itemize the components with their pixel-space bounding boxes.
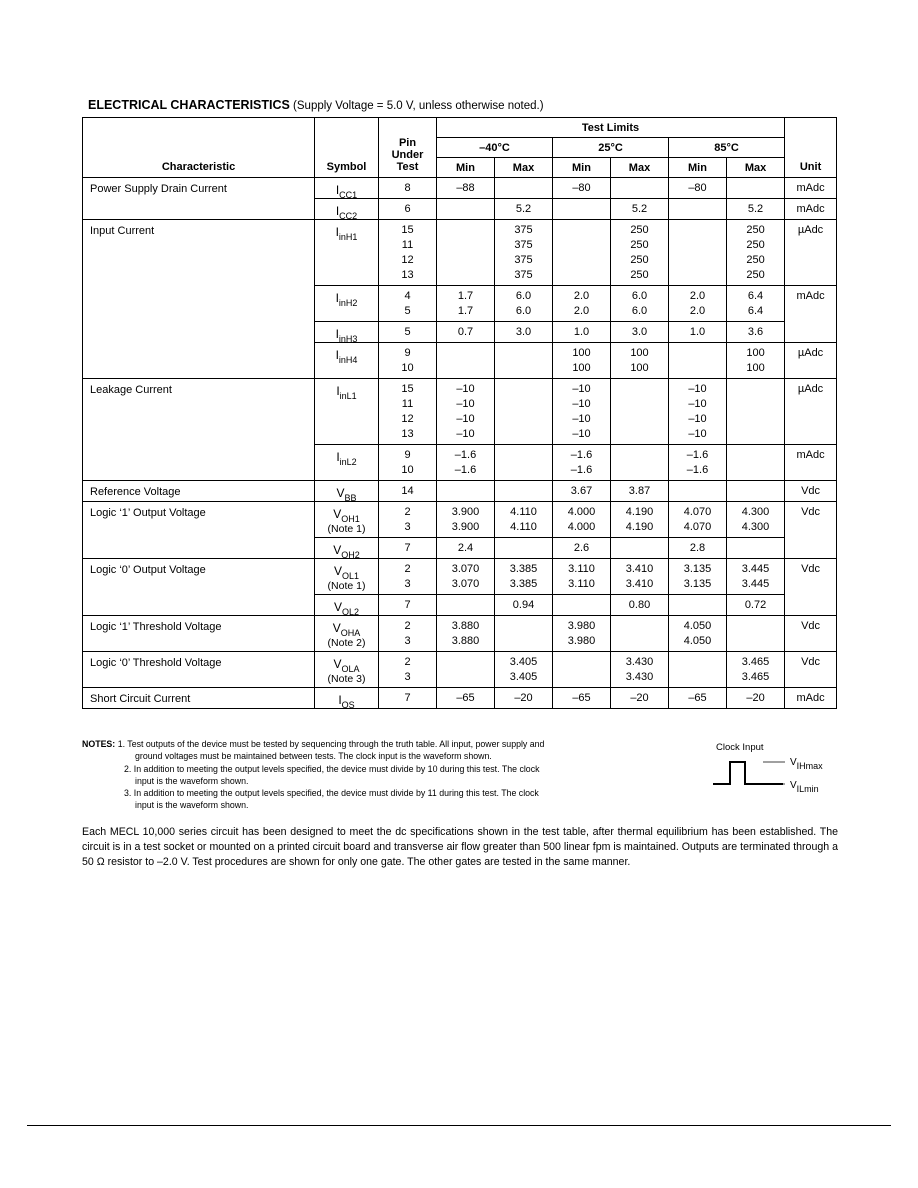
value-cell: 2.4 [437,538,495,559]
symbol-subscript: BB [344,493,357,503]
value-cell [553,595,611,616]
symbol-letter: I [338,693,342,707]
value-cell [437,343,495,379]
unit-cell: µAdc [785,379,837,445]
unit-cell: µAdc [785,220,837,286]
table-row [83,379,837,445]
characteristic-cell: Logic ‘1’ Output Voltage [83,502,315,559]
characteristic-cell: Logic ‘0’ Threshold Voltage [83,652,315,688]
symbol-letter: V [333,507,342,521]
value-cell [437,652,495,688]
value-cell: 0.80 [611,595,669,616]
pin-cell: 9 10 [379,445,437,481]
symbol-letter: V [333,564,342,578]
value-cell [669,652,727,688]
symbol-subscript: inH3 [338,334,358,344]
table-row [83,178,837,199]
value-cell [495,481,553,502]
unit-cell: mAdc [785,178,837,199]
value-cell: 2.0 2.0 [553,286,611,322]
clock-input-label: Clock Input [716,742,764,753]
value-cell: 4.110 4.110 [495,502,553,538]
symbol-letter: I [336,450,340,464]
value-cell: –65 [553,688,611,709]
symbol-note: (Note 1) [327,523,366,535]
value-cell: 2.0 2.0 [669,286,727,322]
notes-label: NOTES: [82,739,116,749]
header-min: Min [669,158,727,178]
symbol-subscript: inH2 [338,298,358,308]
pin-cell: 2 3 [379,652,437,688]
value-cell: –65 [437,688,495,709]
value-cell [727,379,785,445]
symbol-subscript: OL2 [342,607,360,617]
symbol-subscript: inL2 [339,457,357,467]
value-cell: 3.445 3.445 [727,559,785,595]
symbol-cell [315,343,379,379]
header-max: Max [727,158,785,178]
header-temp-85: 85°C [669,138,785,158]
vih-max-label: VIHmax [790,757,823,771]
symbol-subscript: CC2 [339,211,358,221]
symbol-subscript: OLA [341,664,360,674]
value-cell: 3.110 3.110 [553,559,611,595]
value-cell: 3.0 [611,322,669,343]
value-cell [669,220,727,286]
value-cell: 1.7 1.7 [437,286,495,322]
symbol-letter: V [332,621,341,635]
unit-cell: Vdc [785,502,837,559]
pin-cell: 15 11 12 13 [379,379,437,445]
unit-cell: mAdc [785,688,837,709]
table-row [83,652,837,688]
title-rest: (Supply Voltage = 5.0 V, unless otherwise noted.) [289,100,544,112]
title-bold: ELECTRICAL CHARACTERISTICS [88,98,290,112]
header-max: Max [611,158,669,178]
value-cell: 3.880 3.880 [437,616,495,652]
value-cell [611,445,669,481]
symbol-cell [315,445,379,481]
value-cell [669,343,727,379]
value-cell: 2.8 [669,538,727,559]
characteristic-cell: Power Supply Drain Current [83,178,315,220]
value-cell: 3.385 3.385 [495,559,553,595]
unit-cell: Vdc [785,652,837,688]
clock-waveform-icon [705,742,845,800]
symbol-cell [315,595,379,616]
value-cell [727,445,785,481]
value-cell [611,178,669,199]
value-cell: 3.430 3.430 [611,652,669,688]
value-cell: –80 [669,178,727,199]
unit-cell: µAdc [785,343,837,379]
value-cell: 4.190 4.190 [611,502,669,538]
value-cell: –20 [611,688,669,709]
value-cell [495,379,553,445]
electrical-characteristics-table [82,117,837,709]
note-1b: ground voltages must be maintained between tests. The clock input is the waveform shown. [135,751,492,762]
value-cell: 3.980 3.980 [553,616,611,652]
pin-cell: 2 3 [379,559,437,595]
value-cell: 6.0 6.0 [611,286,669,322]
pin-cell: 7 [379,595,437,616]
value-cell: 4.300 4.300 [727,502,785,538]
symbol-cell [315,652,379,688]
value-cell: 3.87 [611,481,669,502]
notes [82,738,652,812]
value-cell: –1.6 –1.6 [669,445,727,481]
value-cell: –1.6 –1.6 [553,445,611,481]
pin-cell: 7 [379,688,437,709]
symbol-cell [315,178,379,199]
symbol-subscript: OHA [340,628,361,638]
value-cell: 250 250 250 250 [611,220,669,286]
footer-rule [27,1125,891,1126]
value-cell: –88 [437,178,495,199]
value-cell: 3.900 3.900 [437,502,495,538]
value-cell [669,481,727,502]
symbol-subscript: inH1 [338,232,358,242]
header-unit: Unit [785,118,837,178]
value-cell: 3.410 3.410 [611,559,669,595]
value-cell: 1.0 [669,322,727,343]
value-cell: –10 –10 –10 –10 [553,379,611,445]
symbol-subscript: CC1 [339,190,358,200]
value-cell [437,481,495,502]
symbol-subscript: OH1 [341,514,360,524]
table-row [83,616,837,652]
symbol-letter: I [335,327,339,341]
value-cell [437,220,495,286]
value-cell: 5.2 [495,199,553,220]
pin-cell: 15 11 12 13 [379,220,437,286]
table-row [83,220,837,286]
table-row [83,688,837,709]
characteristic-cell: Short Circuit Current [83,688,315,709]
value-cell: 3.135 3.135 [669,559,727,595]
symbol-cell [315,616,379,652]
pin-cell: 4 5 [379,286,437,322]
note-2a: 2. In addition to meeting the output levels specified, the device must divide by 10 during this test. The clock [124,763,540,774]
value-cell [495,343,553,379]
table-title [88,98,544,112]
header-temp-minus40: –40°C [437,138,553,158]
value-cell: –20 [727,688,785,709]
value-cell: –80 [553,178,611,199]
symbol-letter: V [333,600,342,614]
unit-cell: mAdc [785,286,837,343]
header-characteristic: Characteristic [83,118,315,178]
symbol-letter: V [333,657,342,671]
value-cell [437,199,495,220]
symbol-subscript: OL1 [342,571,360,581]
value-cell [669,199,727,220]
value-cell: 4.000 4.000 [553,502,611,538]
pin-cell: 14 [379,481,437,502]
symbol-cell [315,502,379,538]
symbol-cell [315,481,379,502]
table-row [83,559,837,595]
value-cell: 3.405 3.405 [495,652,553,688]
test-description-paragraph: Each MECL 10,000 series circuit has been designed to meet the dc specifications shown in the test table, after thermal equilibrium has been established. The circuit is in a test socket or mounted on a printed circuit board and transverse air flow greater than 500 linear fpm is maintained. Outputs are terminated through a 50 Ω resistor to –2.0 V. Test procedures are shown for only one gate. The other gates are tested in the same manner. [82,826,838,868]
unit-cell: Vdc [785,481,837,502]
value-cell [553,652,611,688]
symbol-cell [315,559,379,595]
value-cell: 3.0 [495,322,553,343]
symbol-note: (Note 3) [327,673,366,685]
symbol-cell [315,199,379,220]
value-cell: 4.050 4.050 [669,616,727,652]
symbol-cell [315,688,379,709]
header-max: Max [495,158,553,178]
note-1a: 1. Test outputs of the device must be tested by sequencing through the truth table. All input, power supply and [117,739,545,749]
header-min: Min [553,158,611,178]
value-cell: 3.67 [553,481,611,502]
value-cell: 2.6 [553,538,611,559]
note-3b: input is the waveform shown. [135,800,249,811]
value-cell: 0.72 [727,595,785,616]
value-cell: 1.0 [553,322,611,343]
pin-cell: 5 [379,322,437,343]
value-cell: –20 [495,688,553,709]
symbol-cell [315,322,379,343]
header-min: Min [437,158,495,178]
unit-cell: Vdc [785,616,837,652]
symbol-cell [315,379,379,445]
value-cell: –65 [669,688,727,709]
value-cell: 3.465 3.465 [727,652,785,688]
symbol-letter: I [335,291,339,305]
value-cell: –10 –10 –10 –10 [669,379,727,445]
value-cell: 375 375 375 375 [495,220,553,286]
unit-cell: mAdc [785,445,837,481]
pin-cell: 7 [379,538,437,559]
value-cell [727,538,785,559]
value-cell: 100 100 [553,343,611,379]
value-cell [553,199,611,220]
symbol-cell [315,220,379,286]
header-test-limits: Test Limits [437,118,785,138]
value-cell [495,445,553,481]
pin-cell: 9 10 [379,343,437,379]
value-cell [553,220,611,286]
value-cell: 3.070 3.070 [437,559,495,595]
symbol-note: (Note 1) [327,580,366,592]
header-pin-under-test: Pin Under Test [379,118,437,178]
value-cell [727,616,785,652]
unit-cell: mAdc [785,199,837,220]
symbol-letter: I [335,225,339,239]
value-cell [495,616,553,652]
unit-cell: Vdc [785,559,837,616]
value-cell [437,595,495,616]
value-cell [727,481,785,502]
value-cell: –10 –10 –10 –10 [437,379,495,445]
value-cell: 6.4 6.4 [727,286,785,322]
characteristic-cell: Input Current [83,220,315,379]
symbol-subscript: OS [341,700,355,710]
value-cell [611,379,669,445]
pin-cell: 2 3 [379,616,437,652]
value-cell: 3.6 [727,322,785,343]
vil-min-label: VILmin [790,780,819,794]
header-symbol: Symbol [315,118,379,178]
note-3a: 3. In addition to meeting the output levels specified, the device must divide by 11 during this test. The clock [124,788,539,799]
value-cell: 0.7 [437,322,495,343]
value-cell [495,178,553,199]
value-cell: 250 250 250 250 [727,220,785,286]
value-cell [611,616,669,652]
symbol-letter: V [336,486,345,500]
symbol-letter: I [335,204,340,218]
characteristic-cell: Logic ‘1’ Threshold Voltage [83,616,315,652]
value-cell: 0.94 [495,595,553,616]
symbol-subscript: inH4 [338,355,358,365]
value-cell: 6.0 6.0 [495,286,553,322]
value-cell: 100 100 [611,343,669,379]
symbol-letter: I [336,384,340,398]
characteristic-cell: Logic ‘0’ Output Voltage [83,559,315,616]
value-cell [669,595,727,616]
characteristic-cell: Leakage Current [83,379,315,481]
symbol-note: (Note 2) [327,637,366,649]
value-cell [495,538,553,559]
pin-cell: 6 [379,199,437,220]
pin-cell: 8 [379,178,437,199]
symbol-subscript: OH2 [341,550,360,560]
symbol-cell [315,538,379,559]
header-temp-25: 25°C [553,138,669,158]
value-cell: –1.6 –1.6 [437,445,495,481]
value-cell: 100 100 [727,343,785,379]
symbol-letter: I [335,348,339,362]
symbol-cell [315,286,379,322]
pin-cell: 2 3 [379,502,437,538]
characteristic-cell: Reference Voltage [83,481,315,502]
value-cell [727,178,785,199]
symbol-letter: V [333,543,342,557]
symbol-subscript: inL1 [339,391,357,401]
table-row [83,481,837,502]
note-2b: input is the waveform shown. [135,775,249,786]
table-row [83,502,837,538]
symbol-letter: I [335,183,340,197]
value-cell: 5.2 [611,199,669,220]
value-cell: 5.2 [727,199,785,220]
value-cell: 4.070 4.070 [669,502,727,538]
value-cell [611,538,669,559]
